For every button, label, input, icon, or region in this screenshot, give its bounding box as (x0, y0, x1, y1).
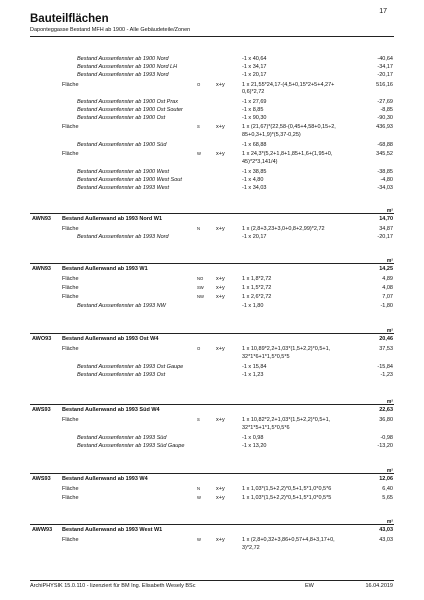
area-label: Fläche (62, 151, 79, 157)
area-formula-continued: 3)*2,72 (242, 545, 260, 551)
component-title: Bestand Außenwand ab 1993 West W1 (62, 527, 163, 533)
area-formula: 1 x 2,6*2,72 (242, 294, 272, 300)
operation-code: x+y (216, 151, 225, 157)
orientation-code: O (197, 82, 201, 87)
deduction-label: Bestand Aussenfenster ab 1993 Süd (77, 435, 167, 441)
component-code: AWW93 (32, 527, 53, 533)
page-number: 17 (379, 8, 387, 15)
deduction-label: Bestand Aussenfenster ab 1900 Nord LH (77, 64, 178, 70)
footer-rule (30, 580, 394, 581)
deduction-formula: -1 x 20,17 (242, 234, 267, 240)
deduction-value: -15,84 (377, 364, 393, 370)
deduction-formula: -1 x 34,03 (242, 185, 267, 191)
area-formula: 1 x (21,67)*(22,58-(0,45+4,58+0,15÷2, (242, 124, 336, 130)
deduction-label: Bestand Aussenfenster ab 1993 Nord (77, 72, 169, 78)
area-value: 436,93 (376, 124, 393, 130)
deduction-formula: -1 x 90,30 (242, 115, 267, 121)
operation-code: x+y (216, 346, 225, 352)
operation-code: x+y (216, 276, 225, 282)
area-label: Fläche (62, 226, 79, 232)
deduction-value: -1,23 (380, 372, 393, 378)
area-formula: 1 x (2,8+3,23+3,0+0,8+2,99)*2,72 (242, 226, 325, 232)
area-value: 7,07 (382, 294, 393, 300)
component-total: 43,03 (379, 527, 393, 533)
unit-label: m² (386, 258, 393, 264)
area-label: Fläche (62, 124, 79, 130)
operation-code: x+y (216, 486, 225, 492)
deduction-formula: -1 x 68,88 (242, 142, 267, 148)
component-total: 12,06 (379, 476, 393, 482)
deduction-label: Bestand Aussenfenster ab 1900 Ost Prax (77, 99, 178, 105)
operation-code: x+y (216, 537, 225, 543)
deduction-value: -8,85 (380, 107, 393, 113)
orientation-code: N (197, 486, 201, 491)
deduction-value: -20,17 (377, 72, 393, 78)
header-rule (30, 36, 394, 37)
footer-initials: EW (305, 583, 314, 589)
area-formula-continued: 32*1*6+1*1,5*0,5*5 (242, 354, 290, 360)
area-formula: 1 x 1,03*(1,5+2,2)*0,5+1,5*1,0*0,5*5 (242, 495, 332, 501)
area-label: Fläche (62, 294, 79, 300)
component-total: 22,63 (379, 407, 393, 413)
section-divider (30, 213, 394, 214)
component-code: AWS93 (32, 407, 51, 413)
operation-code: x+y (216, 417, 225, 423)
unit-label: m² (386, 468, 393, 474)
component-title: Bestand Außenwand ab 1993 Ost W4 (62, 336, 159, 342)
deduction-formula: -1 x 15,84 (242, 364, 267, 370)
area-formula: 1 x 1,8*2,72 (242, 276, 272, 282)
deduction-label: Bestand Aussenfenster ab 1900 Nord (77, 56, 169, 62)
unit-label: m² (386, 399, 393, 405)
deduction-label: Bestand Aussenfenster ab 1900 Ost (77, 115, 166, 121)
operation-code: x+y (216, 226, 225, 232)
area-label: Fläche (62, 417, 79, 423)
page-title: Bauteilflächen (30, 13, 109, 25)
area-formula: 1 x 10,89*2,2+1,03*(1,5+2,2)*0,5+1, (242, 346, 331, 352)
orientation-code: NO (197, 276, 204, 281)
area-value: 37,53 (379, 346, 393, 352)
section-divider (30, 263, 394, 264)
area-formula: 1 x 1,5*2,72 (242, 285, 272, 291)
area-label: Fläche (62, 495, 79, 501)
footer-license: ArchiPHYSIK 15.0.110 - lizenziert für BM Ing. Elisabeth Wesely BSc (30, 583, 196, 589)
component-code: AWS93 (32, 476, 51, 482)
area-label: Fläche (62, 82, 79, 88)
area-formula-continued: 0,6)*2,72 (242, 89, 265, 95)
area-formula: 1 x 10,82*2,2+1,03*(1,5+2,2)*0,5+1, (242, 417, 331, 423)
orientation-code: SW (197, 285, 204, 290)
deduction-label: Bestand Aussenfenster ab 1900 Ost Souter (77, 107, 183, 113)
operation-code: x+y (216, 124, 225, 130)
orientation-code: W (197, 495, 201, 500)
deduction-formula: -1 x 0,98 (242, 435, 264, 441)
operation-code: x+y (216, 495, 225, 501)
orientation-code: O (197, 346, 201, 351)
component-code: AWN93 (32, 266, 51, 272)
area-value: 43,03 (379, 537, 393, 543)
area-value: 516,16 (376, 82, 393, 88)
deduction-label: Bestand Aussenfenster ab 1900 West Sout (77, 177, 182, 183)
area-formula-continued: 45)*2*3,141/4) (242, 159, 278, 165)
deduction-formula: -1 x 34,17 (242, 64, 267, 70)
area-value: 345,52 (376, 151, 393, 157)
deduction-label: Bestand Aussenfenster ab 1900 West (77, 169, 170, 175)
unit-label: m² (386, 328, 393, 334)
unit-label: m² (386, 519, 393, 525)
component-title: Bestand Außenwand ab 1993 Nord W1 (62, 216, 163, 222)
deduction-formula: -1 x 8,85 (242, 107, 264, 113)
area-value: 5,65 (382, 495, 393, 501)
deduction-value: -0,98 (380, 435, 393, 441)
section-divider (30, 404, 394, 405)
area-formula: 1 x 1,03*(1,5+2,2)*0,5+1,5*1,0*0,5*6 (242, 486, 332, 492)
area-formula: 1 x 24,3*(5,2+1,8+1,85+1,6+(1,95+0, (242, 151, 333, 157)
area-label: Fläche (62, 276, 79, 282)
deduction-label: Bestand Aussenfenster ab 1993 Nord (77, 234, 169, 240)
operation-code: x+y (216, 285, 225, 291)
orientation-code: N (197, 226, 201, 231)
orientation-code: NW (197, 294, 204, 299)
page-subtitle: Daponteggasse Bestand MFH ab 1900 - Alle Gebäudeteile/Zonen (30, 27, 191, 33)
deduction-value: -68,88 (377, 142, 393, 148)
orientation-code: W (197, 537, 201, 542)
section-divider (30, 524, 394, 525)
deduction-formula: -1 x 20,17 (242, 72, 267, 78)
deduction-label: Bestand Aussenfenster ab 1993 Ost (77, 372, 166, 378)
footer-date: 16.04.2019 (365, 583, 393, 589)
area-label: Fläche (62, 537, 79, 543)
area-formula-continued: 32*1*5+1*1,5*0,5*6 (242, 425, 290, 431)
area-label: Fläche (62, 346, 79, 352)
component-code: AWN93 (32, 216, 51, 222)
component-total: 14,70 (379, 216, 393, 222)
orientation-code: S (197, 417, 200, 422)
deduction-value: -40,64 (377, 56, 393, 62)
area-value: 36,80 (379, 417, 393, 423)
deduction-formula: -1 x 1,80 (242, 303, 264, 309)
deduction-label: Bestand Aussenfenster ab 1993 Ost Gaupe (77, 364, 184, 370)
component-total: 14,25 (379, 266, 393, 272)
orientation-code: S (197, 124, 200, 129)
deduction-formula: -1 x 1,23 (242, 372, 264, 378)
area-value: 4,08 (382, 285, 393, 291)
operation-code: x+y (216, 294, 225, 300)
deduction-value: -90,30 (377, 115, 393, 121)
deduction-value: -34,03 (377, 185, 393, 191)
deduction-label: Bestand Aussenfenster ab 1993 NW (77, 303, 166, 309)
deduction-value: -38,85 (377, 169, 393, 175)
deduction-formula: -1 x 38,85 (242, 169, 267, 175)
deduction-formula: -1 x 27,69 (242, 99, 267, 105)
component-code: AWO93 (32, 336, 52, 342)
section-divider (30, 473, 394, 474)
deduction-value: -13,20 (377, 443, 393, 449)
deduction-formula: -1 x 13,20 (242, 443, 267, 449)
deduction-label: Bestand Aussenfenster ab 1900 Süd (77, 142, 167, 148)
area-value: 34,87 (379, 226, 393, 232)
operation-code: x+y (216, 82, 225, 88)
deduction-formula: -1 x 4,80 (242, 177, 264, 183)
unit-label: m² (386, 208, 393, 214)
deduction-label: Bestand Aussenfenster ab 1993 West (77, 185, 170, 191)
component-total: 20,46 (379, 336, 393, 342)
area-label: Fläche (62, 285, 79, 291)
deduction-value: -1,80 (380, 303, 393, 309)
deduction-value: -4,80 (380, 177, 393, 183)
orientation-code: W (197, 151, 201, 156)
deduction-value: -20,17 (377, 234, 393, 240)
component-title: Bestand Außenwand ab 1993 Süd W4 (62, 407, 160, 413)
deduction-value: -27,69 (377, 99, 393, 105)
component-title: Bestand Außenwand ab 1993 W1 (62, 266, 148, 272)
deduction-value: -34,17 (377, 64, 393, 70)
deduction-label: Bestand Aussenfenster ab 1993 Süd Gaupe (77, 443, 185, 449)
area-value: 6,40 (382, 486, 393, 492)
area-formula: 1 x 21,55*24,17-(4,5+0,15*2+5+4,27+ (242, 82, 335, 88)
area-formula: 1 x (2,8+0,32+3,86+0,57+4,8+3,17+0, (242, 537, 335, 543)
component-title: Bestand Außenwand ab 1993 W4 (62, 476, 148, 482)
area-value: 4,89 (382, 276, 393, 282)
area-formula-continued: 85+0,3+1,9)*(5,37-0,25) (242, 132, 301, 138)
section-divider (30, 333, 394, 334)
deduction-formula: -1 x 40,64 (242, 56, 267, 62)
area-label: Fläche (62, 486, 79, 492)
